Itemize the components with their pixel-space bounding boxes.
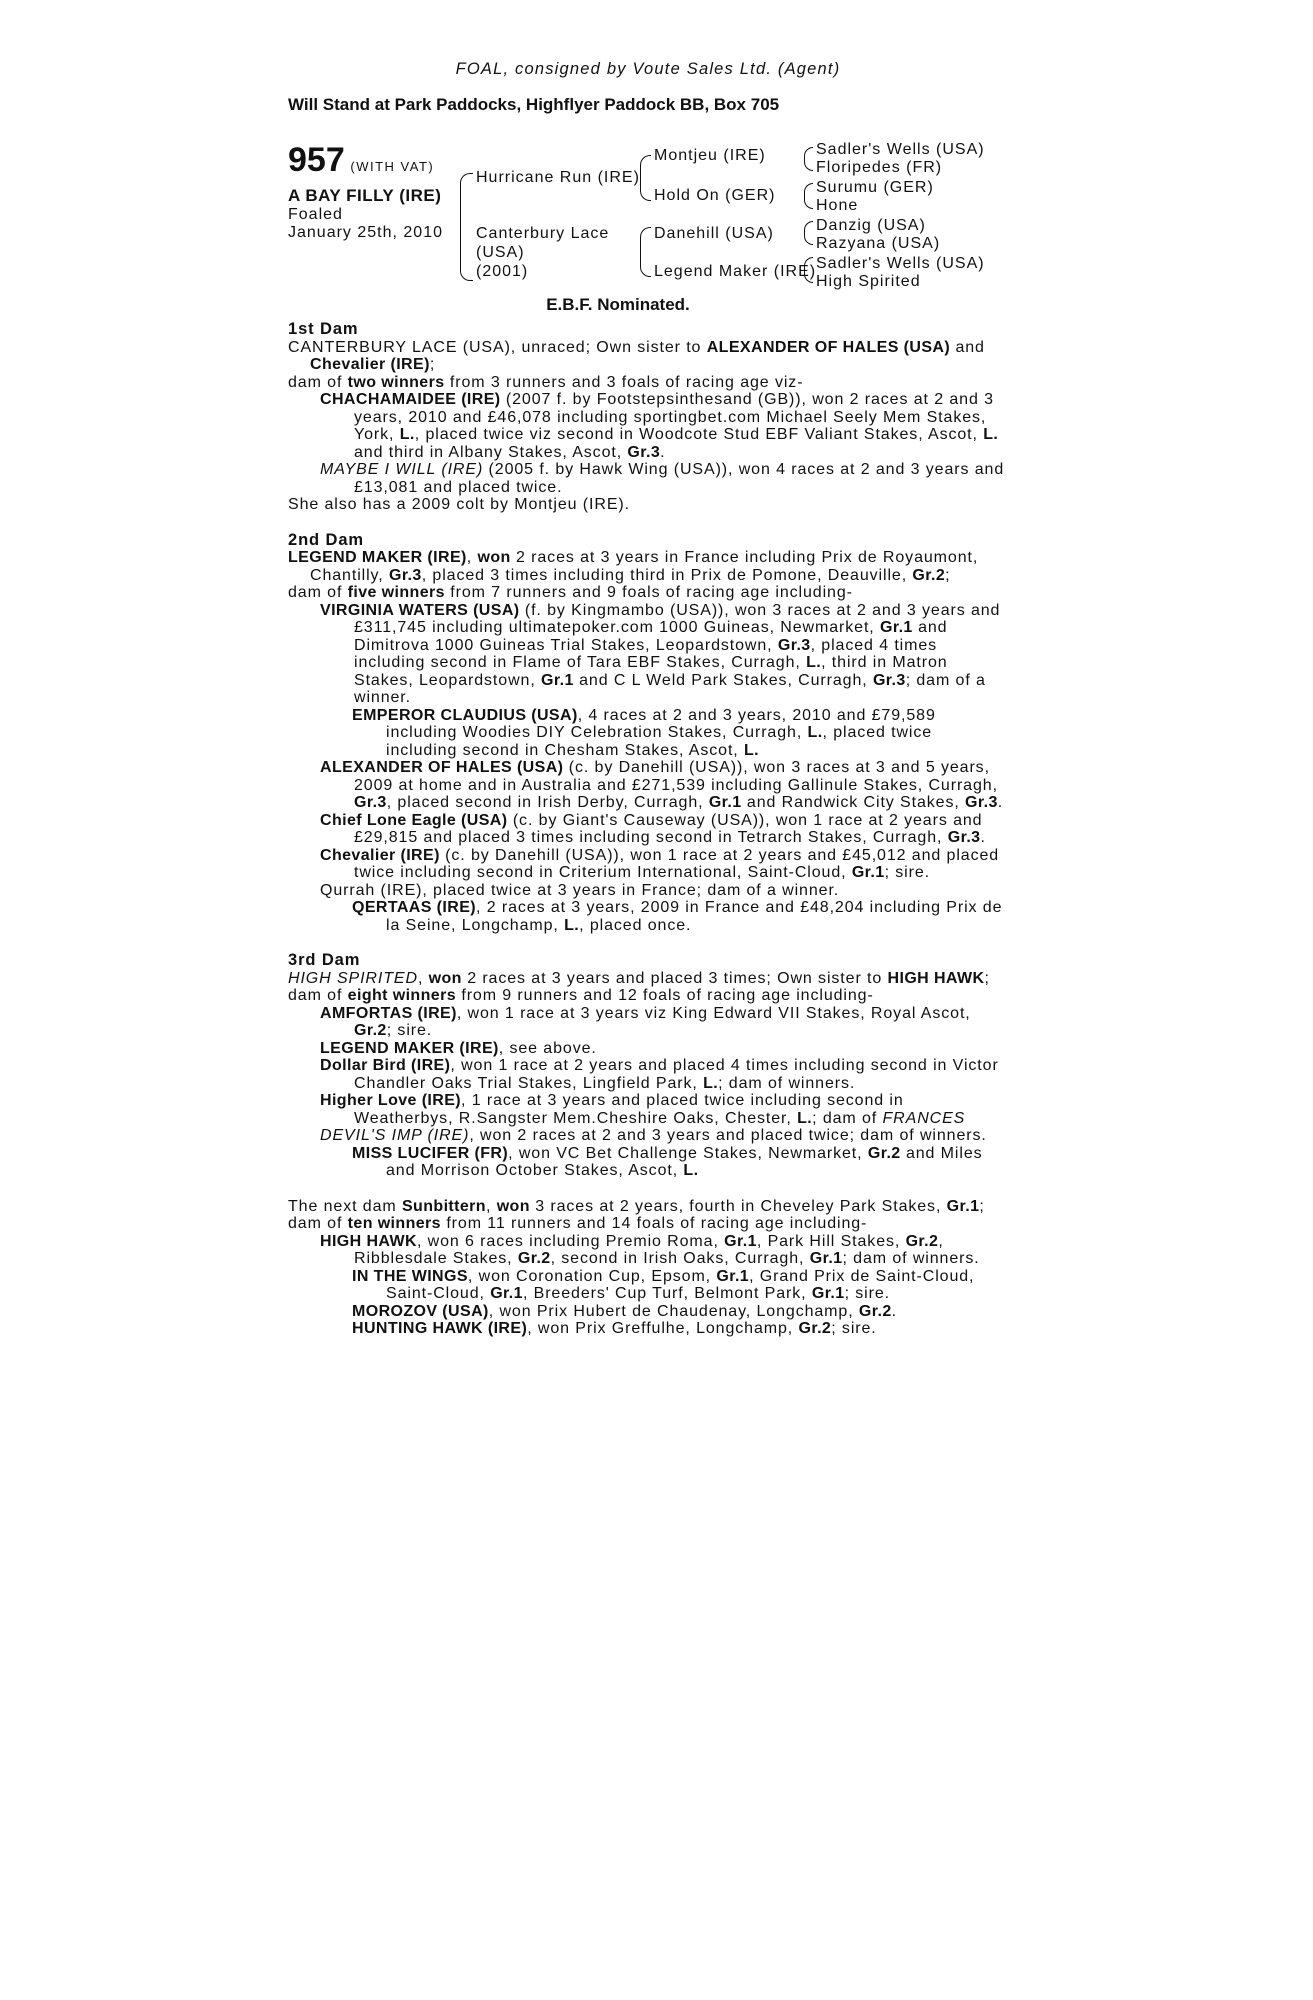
dam-sire: Danehill (USA) (654, 225, 774, 242)
lot-number: 957 (288, 141, 345, 179)
para: She also has a 2009 colt by Montjeu (IRE). (288, 496, 630, 513)
section-heading: 1st Dam (288, 320, 359, 338)
para: ALEXANDER OF HALES (USA) (c. by Danehill (USA)), won 3 races at 3 and 5 years, 2009 at home and in Australia and £271,539 including Gallinule Stakes, Curragh, Gr.3, placed second in Irish Derby, Curragh, Gr.1 and Randwick City Stakes, Gr.3. (320, 759, 1004, 811)
para: dam of eight winners from 9 runners and 12 foals of racing age including- (288, 987, 874, 1004)
para: HIGH SPIRITED, won 2 races at 3 years and placed 3 times; Own sister to HIGH HAWK; (288, 969, 990, 987)
dam-name-line1: Canterbury Lace (476, 225, 610, 242)
ssd: Floripedes (FR) (816, 159, 943, 176)
foaled-date: January 25th, 2010 (288, 224, 443, 241)
sdd: Hone (816, 197, 859, 214)
para: CANTERBURY LACE (USA), unraced; Own sister to ALEXANDER OF HALES (USA) and Chevalier (IRE); (288, 338, 985, 373)
dam-name-line2: (USA) (476, 244, 525, 261)
para: LEGEND MAKER (IRE), see above. (320, 1039, 597, 1057)
para: EMPEROR CLAUDIUS (USA), 4 races at 2 and 3 years, 2010 and £79,589 including Woodies DIY Celebration Stakes, Curragh, L., placed twice including second in Chesham Stakes, Ascot, L. (352, 706, 936, 759)
pedigree-brace (804, 183, 813, 209)
pedigree-brace (640, 155, 651, 201)
para: Chevalier (IRE) (c. by Danehill (USA)), won 1 race at 2 years and £45,012 and placed twice including second in Criterium International, Saint-Cloud, Gr.1; sire. (320, 846, 1000, 881)
dsd: Razyana (USA) (816, 235, 941, 252)
pedigree-brace (804, 257, 813, 283)
dds: Sadler's Wells (USA) (816, 255, 985, 272)
sds: Surumu (GER) (816, 179, 934, 196)
ebf-nominated: E.B.F. Nominated. (546, 295, 690, 314)
para: DEVIL'S IMP (IRE), won 2 races at 2 and 3 years and placed twice; dam of winners. (320, 1127, 987, 1144)
stand-location: Will Stand at Park Paddocks, Highflyer Paddock BB, Box 705 (288, 95, 780, 114)
para: HIGH HAWK, won 6 races including Premio Roma, Gr.1, Park Hill Stakes, Gr.2, Ribblesdale Stakes, Gr.2, second in Irish Oaks, Curragh, Gr.1; dam of winners. (320, 1232, 980, 1267)
para: VIRGINIA WATERS (USA) (f. by Kingmambo (USA)), won 3 races at 2 and 3 years and £311,745 including ultimatepoker.com 1000 Guineas, Newmarket, Gr.1 and Dimitrova 1000 Guineas Trial Stakes, Leopardstown, Gr.3, placed 4 times including second in Flame of Tara EBF Stakes, Curragh, L., third in Matron Stakes, Leopardstown, Gr.1 and C L Weld Park Stakes, Curragh, Gr.3; dam of a winner. (320, 601, 1001, 706)
consignor-line: FOAL, consigned by Voute Sales Ltd. (Agent) (455, 60, 841, 78)
pedigree-block (288, 141, 1008, 293)
vat-note: (WITH VAT) (350, 159, 435, 174)
dam-name-line3: (2001) (476, 263, 529, 280)
para: Qurrah (IRE), placed twice at 3 years in France; dam of a winner. (320, 881, 840, 899)
section-heading: 2nd Dam (288, 530, 364, 549)
sire-dam: Hold On (GER) (654, 187, 776, 204)
para: QERTAAS (IRE), 2 races at 3 years, 2009 in France and £48,204 including Prix de la Seine, Longchamp, L., placed once. (352, 899, 1003, 934)
para: LEGEND MAKER (IRE), won 2 races at 3 years in France including Prix de Royaumont, Chantilly, Gr.3, placed 3 times including third in Prix de Pomone, Deauville, Gr.2; (288, 549, 979, 584)
lot-name: A BAY FILLY (IRE) (288, 186, 442, 205)
para: HUNTING HAWK (IRE), won Prix Greffulhe, Longchamp, Gr.2; sire. (352, 1320, 877, 1337)
pedigree-brace (640, 227, 651, 277)
para: MISS LUCIFER (FR), won VC Bet Challenge Stakes, Newmarket, Gr.2 and Miles and Morrison October Stakes, Ascot, L. (352, 1144, 983, 1179)
para: Higher Love (IRE), 1 race at 3 years and placed twice including second in Weatherbys, R.Sangster Mem.Cheshire Oaks, Chester, L.; dam of FRANCES (320, 1092, 966, 1127)
para: dam of five winners from 7 runners and 9 foals of racing age including- (288, 584, 853, 601)
section-heading: 3rd Dam (288, 951, 361, 969)
ddd: High Spirited (816, 273, 921, 290)
sire-sire: Montjeu (IRE) (654, 147, 766, 164)
para: dam of ten winners from 11 runners and 14 foals of racing age including- (288, 1215, 868, 1232)
foaled-label: Foaled (288, 206, 343, 223)
pedigree-brace (804, 147, 813, 171)
sire-name: Hurricane Run (IRE) (476, 169, 640, 186)
pedigree-brace (460, 173, 473, 281)
pedigree-text (288, 321, 1008, 1338)
para: CHACHAMAIDEE (IRE) (2007 f. by Footstepsinthesand (GB)), won 2 races at 2 and 3 years, 2010 and £46,078 including sportingbet.com Michael Seely Mem Stakes, York, L., placed twice viz second in Woodcote Stud EBF Valiant Stakes, Ascot, L. and third in Albany Stakes, Ascot, Gr.3. (320, 391, 999, 461)
para: Dollar Bird (IRE), won 1 race at 2 years and placed 4 times including second in Victor Chandler Oaks Trial Stakes, Lingfield Park, L.; dam of winners. (320, 1057, 999, 1092)
catalogue-page (288, 60, 1008, 1338)
sss: Sadler's Wells (USA) (816, 141, 985, 158)
para: IN THE WINGS, won Coronation Cup, Epsom, Gr.1, Grand Prix de Saint-Cloud, Saint-Cloud, Gr.1, Breeders' Cup Turf, Belmont Park, Gr.1; sire. (352, 1267, 975, 1302)
dss: Danzig (USA) (816, 217, 926, 234)
para: dam of two winners from 3 runners and 3 foals of racing age viz- (288, 373, 804, 391)
dam-dam: Legend Maker (IRE) (654, 263, 817, 280)
para: The next dam Sunbittern, won 3 races at 2 years, fourth in Cheveley Park Stakes, Gr.1; (288, 1197, 985, 1215)
para: MOROZOV (USA), won Prix Hubert de Chaudenay, Longchamp, Gr.2. (352, 1302, 897, 1320)
pedigree-brace (804, 221, 813, 245)
para: AMFORTAS (IRE), won 1 race at 3 years viz King Edward VII Stakes, Royal Ascot, Gr.2; sire. (320, 1004, 971, 1039)
para: Chief Lone Eagle (USA) (c. by Giant's Causeway (USA)), won 1 race at 2 years and £29,815 and placed 3 times including second in Tetrarch Stakes, Curragh, Gr.3. (320, 811, 986, 846)
para: MAYBE I WILL (IRE) (2005 f. by Hawk Wing (USA)), won 4 races at 2 and 3 years and £13,081 and placed twice. (320, 461, 1005, 496)
lot-info (288, 141, 443, 242)
